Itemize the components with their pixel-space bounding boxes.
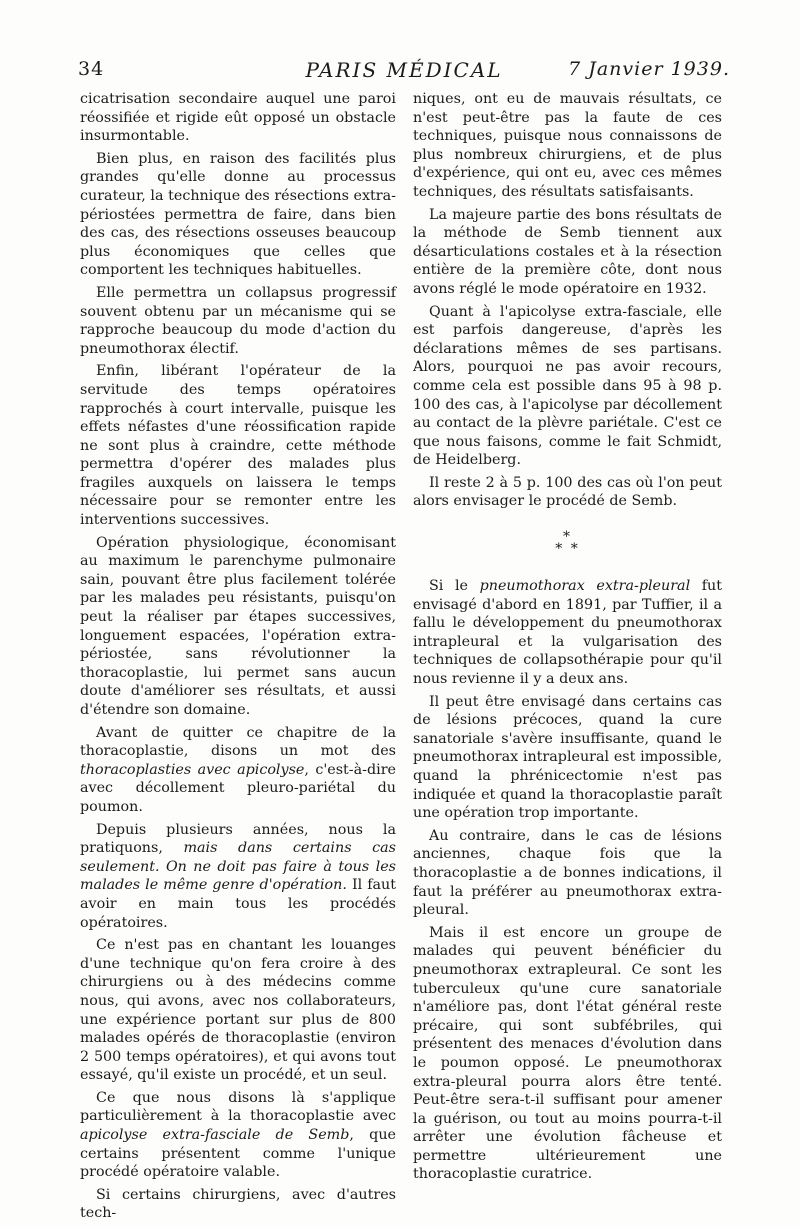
text-run: Ce que nous disons là s'applique particulièrement à la thoracoplastie avec	[80, 1089, 396, 1125]
paragraph: Ce n'est pas en chantant les louanges d'une technique qu'on fera croire à des chirurgiens ou à des médecins comme nous, qui avons, avec nos collaborateurs, une expérience portant sur plus de 800 malades opérés de thoracoplastie (environ 2 500 temps opératoires), et qui avons tout essayé, qu'il existe un procédé, et un seul.	[80, 937, 396, 1084]
emphasis: pneumothorax extra-pleural	[479, 578, 691, 595]
text-run: , c'est-à-dire avec décollement pleuro-pariétal du poumon.	[80, 761, 397, 815]
section-separator	[413, 529, 722, 558]
text-run: Il faut avoir en main tous les procédés opératoires.	[80, 877, 396, 931]
paragraph: Au contraire, dans le cas de lésions anciennes, chaque fois que la thoracoplastie a de bonnes indications, il faut la préférer au pneumothorax extra-pleural.	[413, 827, 722, 919]
paragraph: Enfin, libérant l'opérateur de la servitude des temps opératoires rapprochés à court intervalle, puisque les effets néfastes d'une réossification rapide ne sont plus à craindre, cette méthode permettra d'opérer des malades plus fragiles auxquels on laissera le temps nécessaire pour se remonter entre les interventions successives.	[80, 363, 396, 529]
paragraph	[80, 1089, 396, 1182]
right-column	[413, 90, 722, 1188]
asterism-bottom: * *	[555, 541, 580, 558]
text-run: Avant de quitter ce chapitre de la thoracoplastie, disons un mot des	[80, 724, 396, 760]
paragraph: Opération physiologique, économisant au maximum le parenchyme pulmonaire sain, pouvant être plus facilement tolérée par les malades peu résistants, puisqu'on peut la réaliser par étapes successives, longuement espacées, l'opération extra-périostée, sans révolutionner la thoracoplastie, lui permet sans aucun doute d'améliorer ses résultats, et aussi d'étendre son domaine.	[80, 534, 396, 718]
text-run: Depuis plusieurs années, nous la pratiquons,	[80, 821, 396, 857]
paragraph	[413, 577, 722, 689]
paragraph: La majeure partie des bons résultats de la méthode de Semb tiennent aux désarticulations costales et à la résection entière de la première côte, dont nous avons réglé le mode opératoire en 1932.	[413, 206, 722, 297]
paragraph: Si certains chirurgiens, avec d'autres tech-	[80, 1186, 396, 1222]
asterism-top: *	[563, 529, 572, 546]
issue-date: 7 Janvier 1939.	[568, 58, 730, 80]
paragraph: Bien plus, en raison des facilités plus grandes qu'elle donne au processus curateur, la technique des résections extra-périostées permettra de faire, dans bien des cas, des résections osseuses beaucoup plus économiques que celles que comportent les techniques habituelles.	[80, 150, 396, 279]
paragraph: Quant à l'apicolyse extra-fasciale, elle est parfois dangereuse, d'après les déclarations mêmes de ses partisans. Alors, pourquoi ne pas avoir recours, comme cela est possible dans 95 à 98 p. 100 des cas, à l'apicolyse par décollement au contact de la plèvre pariétale. C'est ce que nous faisons, comme le fait Schmidt, de Heidelberg.	[413, 303, 722, 469]
paragraph: Elle permettra un collapsus progressif souvent obtenu par un mécanisme qui se rapproche beaucoup du mode d'action du pneumothorax électif.	[80, 284, 396, 357]
text-run: , que certains présentent comme l'unique procédé opératoire valable.	[80, 1127, 396, 1181]
emphasis: thoracoplasties avec apicolyse	[80, 761, 305, 778]
emphasis: apicolyse extra-fasciale de Semb	[80, 1127, 350, 1144]
text-run: Si le	[429, 578, 480, 595]
paragraph: Mais il est encore un groupe de malades qui peuvent bénéficier du pneumothorax extrapleural. Ce sont les tuberculeux qu'une cure sanatoriale n'améliore pas, dont l'état général reste précaire, qui sont subfébriles, qui présentent des menaces d'évolution dans le poumon opposé. Le pneumothorax extra-pleural pourra alors être tenté. Peut-être sera-t-il suffisant pour amener la guérison, ou tout au moins pourra-t-il arrêter une évolution fâcheuse et permettre ultérieurement une thoracoplastie curatrice.	[413, 924, 722, 1183]
emphasis: mais dans certains cas seulement. On ne doit pas faire à tous les malades le même genre d'opération.	[80, 840, 396, 894]
page-number: 34	[78, 58, 105, 80]
paragraph: cicatrisation secondaire auquel une paroi réossifiée et rigide eût opposé un obstacle insurmontable.	[80, 91, 396, 145]
left-column	[80, 90, 396, 1227]
paragraph	[80, 724, 396, 817]
paragraph: niques, ont eu de mauvais résultats, ce n'est peut-être pas la faute de ces techniques, puisque nous connaissons de plus nombreux chirurgiens, et de plus d'expérience, qui ont eu, avec ces mêmes techniques, des résultats satisfaisants.	[413, 91, 722, 200]
journal-title: PARIS MÉDICAL	[305, 58, 503, 82]
paragraph	[80, 821, 396, 933]
paragraph: Il reste 2 à 5 p. 100 des cas où l'on peut alors envisager le procédé de Semb.	[413, 474, 722, 510]
text-run: fut envisagé d'abord en 1891, par Tuffier, il a fallu le développement du pneumothorax intrapleural et la vulgarisation des techniques de collapsothérapie pour qu'il nous revienne il y a deux ans.	[413, 578, 722, 688]
paragraph: Il peut être envisagé dans certains cas de lésions précoces, quand la cure sanatoriale s'avère insuffisante, quand le pneumothorax intrapleural est impossible, quand la phrénicectomie n'est pas indiquée et quand la thoracoplastie paraît une opération trop importante.	[413, 693, 722, 822]
running-header	[78, 56, 730, 88]
